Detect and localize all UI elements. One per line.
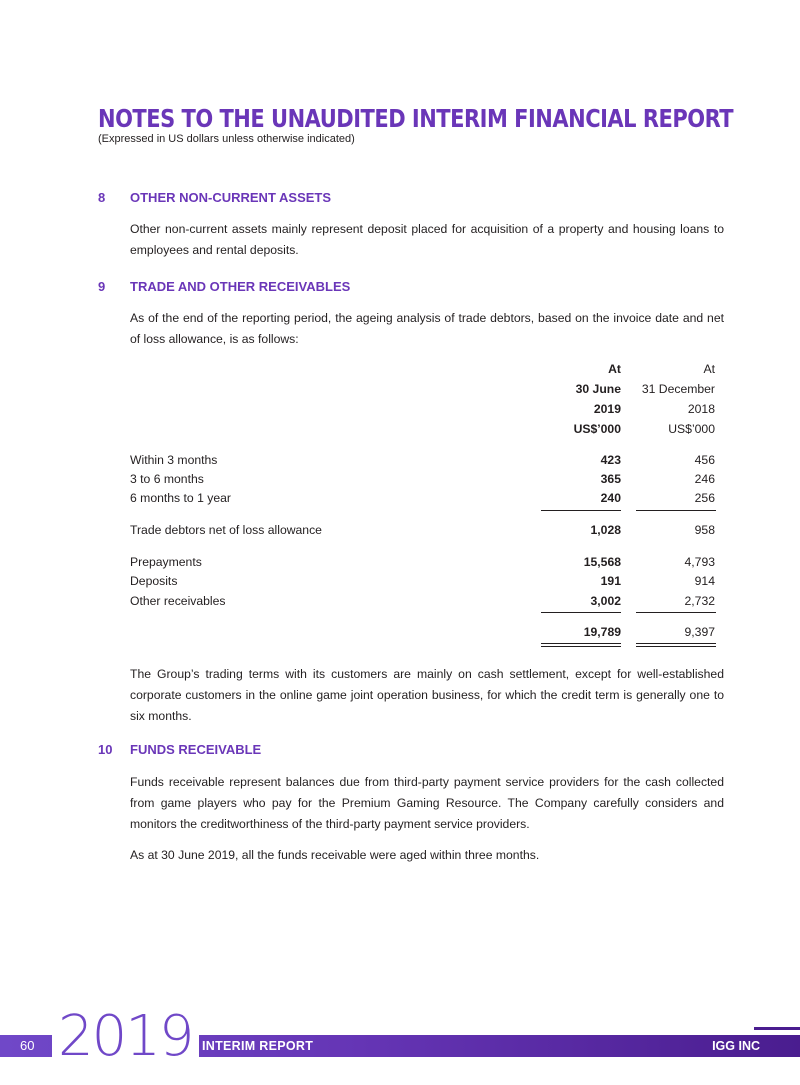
section-10-ageing-paragraph: As at 30 June 2019, all the funds receivable were aged within three months. [130,848,540,862]
total-double-rule-prior-1 [636,643,716,644]
col-current-header-date: 30 June [575,382,621,396]
col-current-header-unit: US$’000 [573,422,621,436]
total-double-rule-current-2 [541,646,621,647]
year-logo: 2019 [52,1009,199,1065]
subtotal-rule-prior [636,510,716,511]
col-prior-header-at: At [703,362,715,376]
section-9-terms-paragraph: The Group’s trading terms with its customers are mainly on cash settlement, except for well-established corporate customers in the online game joint operation business, for which the credit term is generally one to six months. [130,667,724,723]
table-row-prior: 958 [694,523,715,537]
col-current-header-at: At [608,362,621,376]
page-title: NOTES TO THE UNAUDITED INTERIM FINANCIAL REPORT [98,104,734,133]
page-subtitle: (Expressed in US dollars unless otherwise indicated) [98,133,355,145]
footer-report-label: INTERIM REPORT [202,1039,314,1053]
footer-accent-line [754,1027,800,1030]
table-total-current: 19,789 [583,625,621,639]
table-row-prior: 2,732 [684,594,715,608]
table-row-current: 423 [600,453,621,467]
section-number: 10 [98,742,113,757]
table-row-prior: 4,793 [684,555,715,569]
col-current-header-year: 2019 [593,402,621,416]
section-8-paragraph: Other non-current assets mainly represent deposit placed for acquisition of a property and housing loans to employees and rental deposits. [130,222,724,257]
total-double-rule-prior-2 [636,646,716,647]
table-row-label: Trade debtors net of loss allowance [130,523,322,537]
col-prior-header-year: 2018 [687,402,715,416]
table-row-current: 3,002 [590,594,621,608]
col-prior-header-date: 31 December [641,382,715,396]
table-row-label: Deposits [130,574,178,588]
table-row-prior: 256 [694,491,715,505]
section-number: 8 [98,190,106,205]
section-9-intro-paragraph: As of the end of the reporting period, the ageing analysis of trade debtors, based on the invoice date and net of loss allowance, is as follows: [130,311,724,346]
section-number: 9 [98,279,106,294]
page-number: 60 [20,1038,35,1053]
section-title: TRADE AND OTHER RECEIVABLES [130,279,351,294]
table-row-label: 3 to 6 months [130,472,204,486]
table-row-label: 6 months to 1 year [130,491,231,505]
table-row-current: 191 [600,574,621,588]
table-row-current: 365 [600,472,621,486]
table-row-prior: 246 [694,472,715,486]
table-row-current: 1,028 [590,523,621,537]
table-row-label: Prepayments [130,555,202,569]
col-prior-header-unit: US$’000 [668,422,715,436]
subtotal-rule-current [541,510,621,511]
table-row-current: 15,568 [583,555,621,569]
table-row-label: Within 3 months [130,453,218,467]
total-double-rule-current-1 [541,643,621,644]
footer-company-name: IGG INC [712,1039,760,1053]
total-rule-top-current [541,612,621,613]
section-10-paragraph: Funds receivable represent balances due from third-party payment service providers for the cash collected from game players who pay for the Premium Gaming Resource. The Company carefully considers and monitors the creditworthiness of the third-party payment service providers. [130,775,724,831]
table-total-prior: 9,397 [684,625,715,639]
table-row-prior: 456 [694,453,715,467]
total-rule-top-prior [636,612,716,613]
table-row-label: Other receivables [130,594,226,608]
section-title: FUNDS RECEIVABLE [130,742,262,757]
section-title: OTHER NON-CURRENT ASSETS [130,190,332,205]
table-row-current: 240 [600,491,621,505]
table-row-prior: 914 [694,574,715,588]
